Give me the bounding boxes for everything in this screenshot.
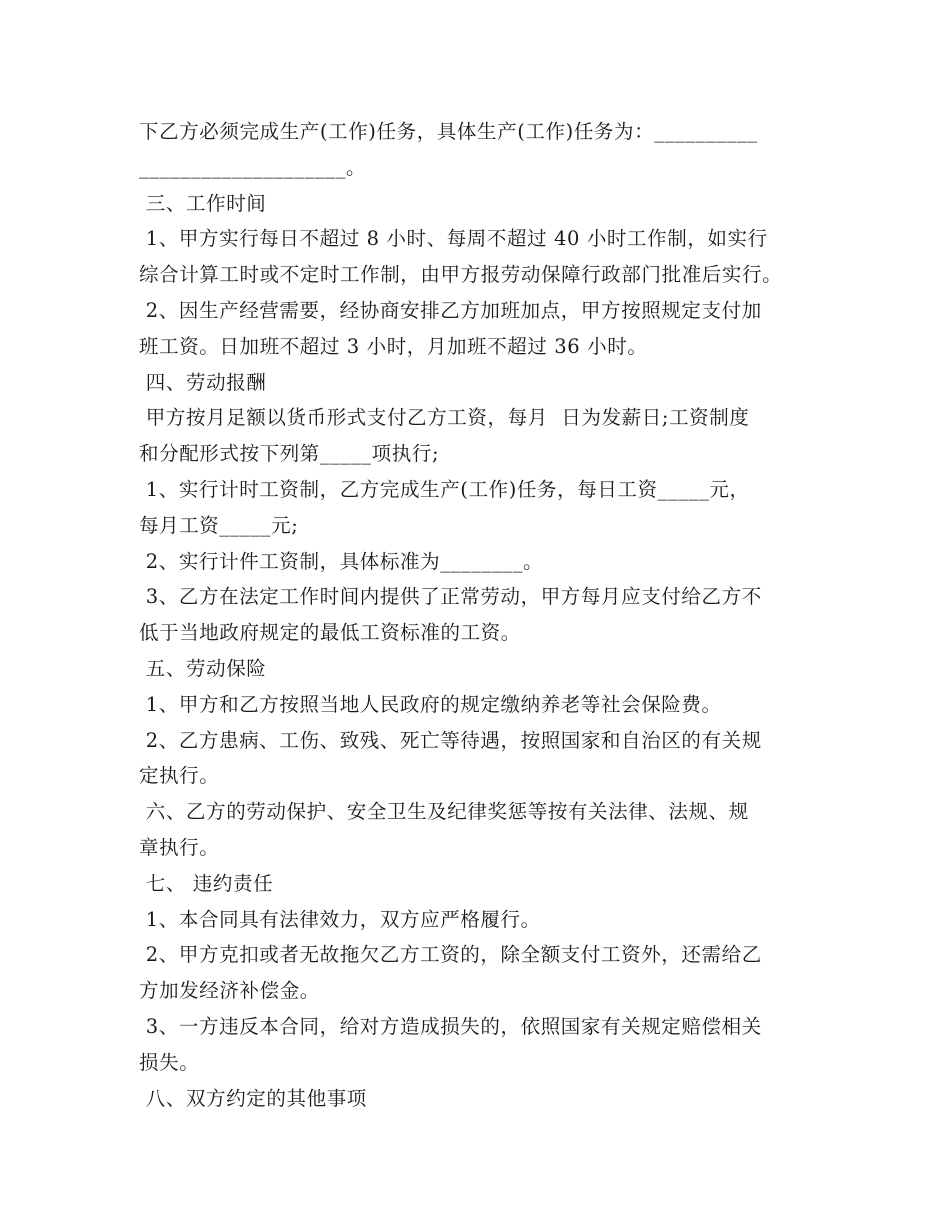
section-heading: 六、乙方的劳动保护、安全卫生及纪律奖惩等按有关法律、法规、规: [139, 800, 749, 824]
text-line: 班工资。日加班不超过 3 小时，月加班不超过 36 小时。: [139, 334, 648, 358]
text-line: 3、乙方在法定工作时间内提供了正常劳动，甲方每月应支付给乙方不: [139, 585, 762, 609]
text-line: 3、一方违反本合同，给对方造成损失的，依照国家有关规定赔偿相关: [139, 1014, 762, 1038]
text-line: 2、因生产经营需要，经协商安排乙方加班加点，甲方按照规定支付加: [139, 298, 762, 322]
text-line: 2、乙方患病、工伤、致残、死亡等待遇，按照国家和自治区的有关规: [139, 728, 762, 752]
text-line: 章执行。: [139, 835, 220, 859]
text-line: 2、实行计件工资制，具体标准为________。: [139, 549, 544, 573]
text-line: 损失。: [139, 1050, 200, 1074]
document-body: [139, 114, 819, 1116]
text-line: 1、甲方和乙方按照当地人民政府的规定缴纳养老等社会保险费。: [139, 692, 722, 716]
text-line: 下乙方必须完成生产(工作)任务，具体生产(工作)任务为：__________: [139, 120, 758, 143]
section-heading: 四、劳动报酬: [139, 370, 267, 394]
text-line: 每月工资_____元;: [139, 513, 299, 537]
text-line: 和分配形式按下列第_____项执行;: [139, 442, 440, 466]
text-line: 综合计算工时或不定时工作制，由甲方报劳动保障行政部门批准后实行。: [139, 263, 783, 287]
section-heading: 五、劳动保险: [139, 656, 267, 680]
text-line: 1、本合同具有法律效力，双方应严格履行。: [139, 907, 541, 931]
text-line: 1、甲方实行每日不超过 8 小时、每周不超过 40 小时工作制，如实行: [139, 227, 768, 251]
section-heading: 八、双方约定的其他事项: [139, 1086, 367, 1110]
section-heading: 三、工作时间: [139, 191, 267, 215]
text-line: 1、实行计时工资制，乙方完成生产(工作)任务，每日工资_____元，: [139, 477, 750, 501]
text-line: ____________________。: [139, 155, 367, 179]
text-line: 2、甲方克扣或者无故拖欠乙方工资的，除全额支付工资外，还需给乙: [139, 943, 762, 967]
text-line: 方加发经济补偿金。: [139, 979, 320, 1003]
text-line: 定执行。: [139, 764, 220, 788]
section-heading: 七、 违约责任: [139, 871, 274, 895]
text-line: 低于当地政府规定的最低工资标准的工资。: [139, 621, 521, 645]
text-line: 甲方按月足额以货币形式支付乙方工资，每月 日为发薪日;工资制度: [139, 406, 750, 430]
